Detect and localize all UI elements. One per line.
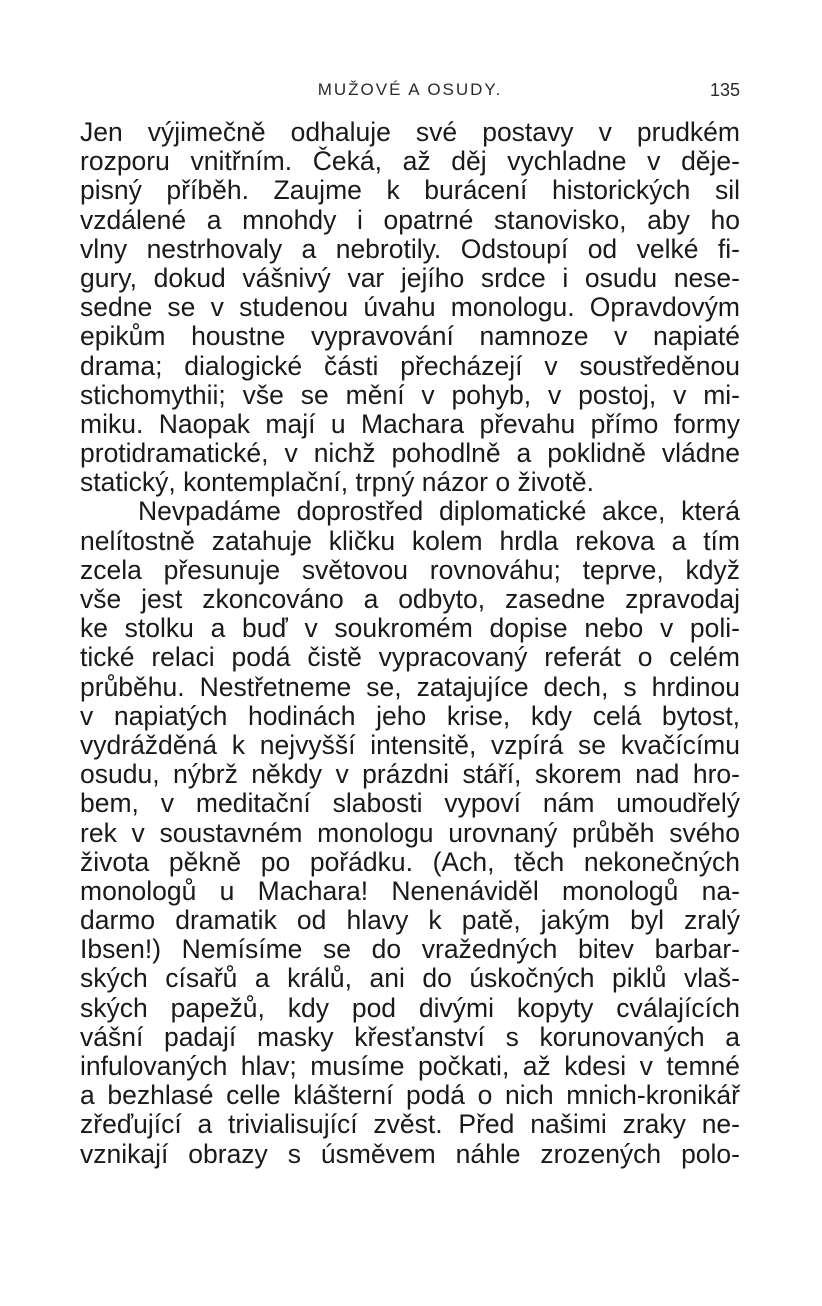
- page-number: 135: [709, 80, 740, 100]
- text-line: života pěkně po pořádku. (Ach, těch nekonečných: [80, 846, 740, 877]
- text-line: miku. Naopak mají u Machara převahu přímo formy: [80, 408, 740, 439]
- text-line: ských císařů a králů, ani do úskočných piklů vlaš-: [80, 963, 740, 994]
- text-line: statický, kontemplační, trpný názor o životě.: [80, 467, 595, 498]
- running-title: MUŽOVÉ A OSUDY.: [317, 80, 503, 99]
- text-line: v napiatých hodinách jeho krise, kdy celá bytost,: [80, 700, 740, 731]
- text-line: průběhu. Nestřetneme se, zatajujíce dech, s hrdinou: [80, 671, 740, 702]
- text-line: rek v soustavném monologu urovnaný průběh svého: [80, 817, 740, 848]
- text-line: drama; dialogické části přecházejí v soustředěnou: [80, 350, 740, 381]
- text-line: Jen výjimečně odhaluje své postavy v prudkém: [80, 117, 740, 147]
- running-head: [80, 80, 740, 110]
- body-text: [80, 118, 740, 1169]
- text-line: ských papežů, kdy pod divými kopyty cválajících: [80, 992, 740, 1023]
- text-line: stichomythii; vše se mění v pohyb, v postoj, v mi-: [80, 379, 740, 410]
- text-line: osudu, nýbrž někdy v prázdni stáří, skorem nad hro-: [80, 759, 740, 790]
- text-line: zřeďující a trivialisující zvěst. Před našimi zraky ne-: [80, 1109, 740, 1140]
- text-line: monologů u Machara! Nenenáviděl monologů na-: [80, 875, 740, 906]
- text-line: infulovaných hlav; musíme počkati, až kdesi v temné: [80, 1051, 740, 1081]
- text-line: vzdálené a mnohdy i opatrné stanovisko, aby ho: [80, 204, 740, 235]
- text-line: sedne se v studenou úvahu monologu. Opravdovým: [80, 292, 740, 323]
- text-line: bem, v meditační slabosti vypoví nám umoudřelý: [80, 788, 740, 819]
- text-line: darmo dramatik od hlavy k patě, jakým byl zralý: [80, 905, 740, 936]
- text-line: tické relaci podá čistě vypracovaný referát o celém: [80, 642, 740, 673]
- text-line: rozporu vnitřním. Čeká, až děj vychladne v děje-: [80, 146, 740, 177]
- text-line: epikům houstne vypravování namnoze v napiaté: [80, 321, 740, 352]
- text-line: nelítostně zatahuje kličku kolem hrdla rekova a tím: [80, 525, 740, 556]
- text-line: pisný příběh. Zaujme k burácení historických sil: [80, 175, 740, 206]
- text-line: a bezhlasé celle klášterní podá o nich mnich-kronikář: [80, 1080, 740, 1111]
- text-line: vášní padají masky křesťanství s korunovaných a: [80, 1021, 740, 1052]
- text-line: vznikají obrazy s úsměvem náhle zrozených polo-: [80, 1138, 740, 1169]
- text-line: Ibsen!) Nemísíme se do vražedných bitev barbar-: [80, 934, 740, 965]
- text-line: vlny nestrhovaly a nebrotily. Odstoupí od velké fi-: [80, 233, 740, 264]
- text-line: protidramatické, v nichž pohodlně a poklidně vládne: [80, 438, 740, 469]
- text-line: gury, dokud vášnivý var jejího srdce i osudu nese-: [80, 262, 740, 293]
- text-line: Nevpadáme doprostřed diplomatické akce, která: [138, 496, 740, 527]
- text-line: vydrážděná k nejvyšší intensitě, vzpírá se kvačícímu: [80, 729, 740, 760]
- text-line: zcela přesunuje světovou rovnováhu; teprve, když: [80, 554, 740, 585]
- text-line: vše jest zkoncováno a odbyto, zasedne zpravodaj: [80, 584, 740, 614]
- text-line: ke stolku a buď v soukromém dopise nebo v poli-: [80, 613, 740, 644]
